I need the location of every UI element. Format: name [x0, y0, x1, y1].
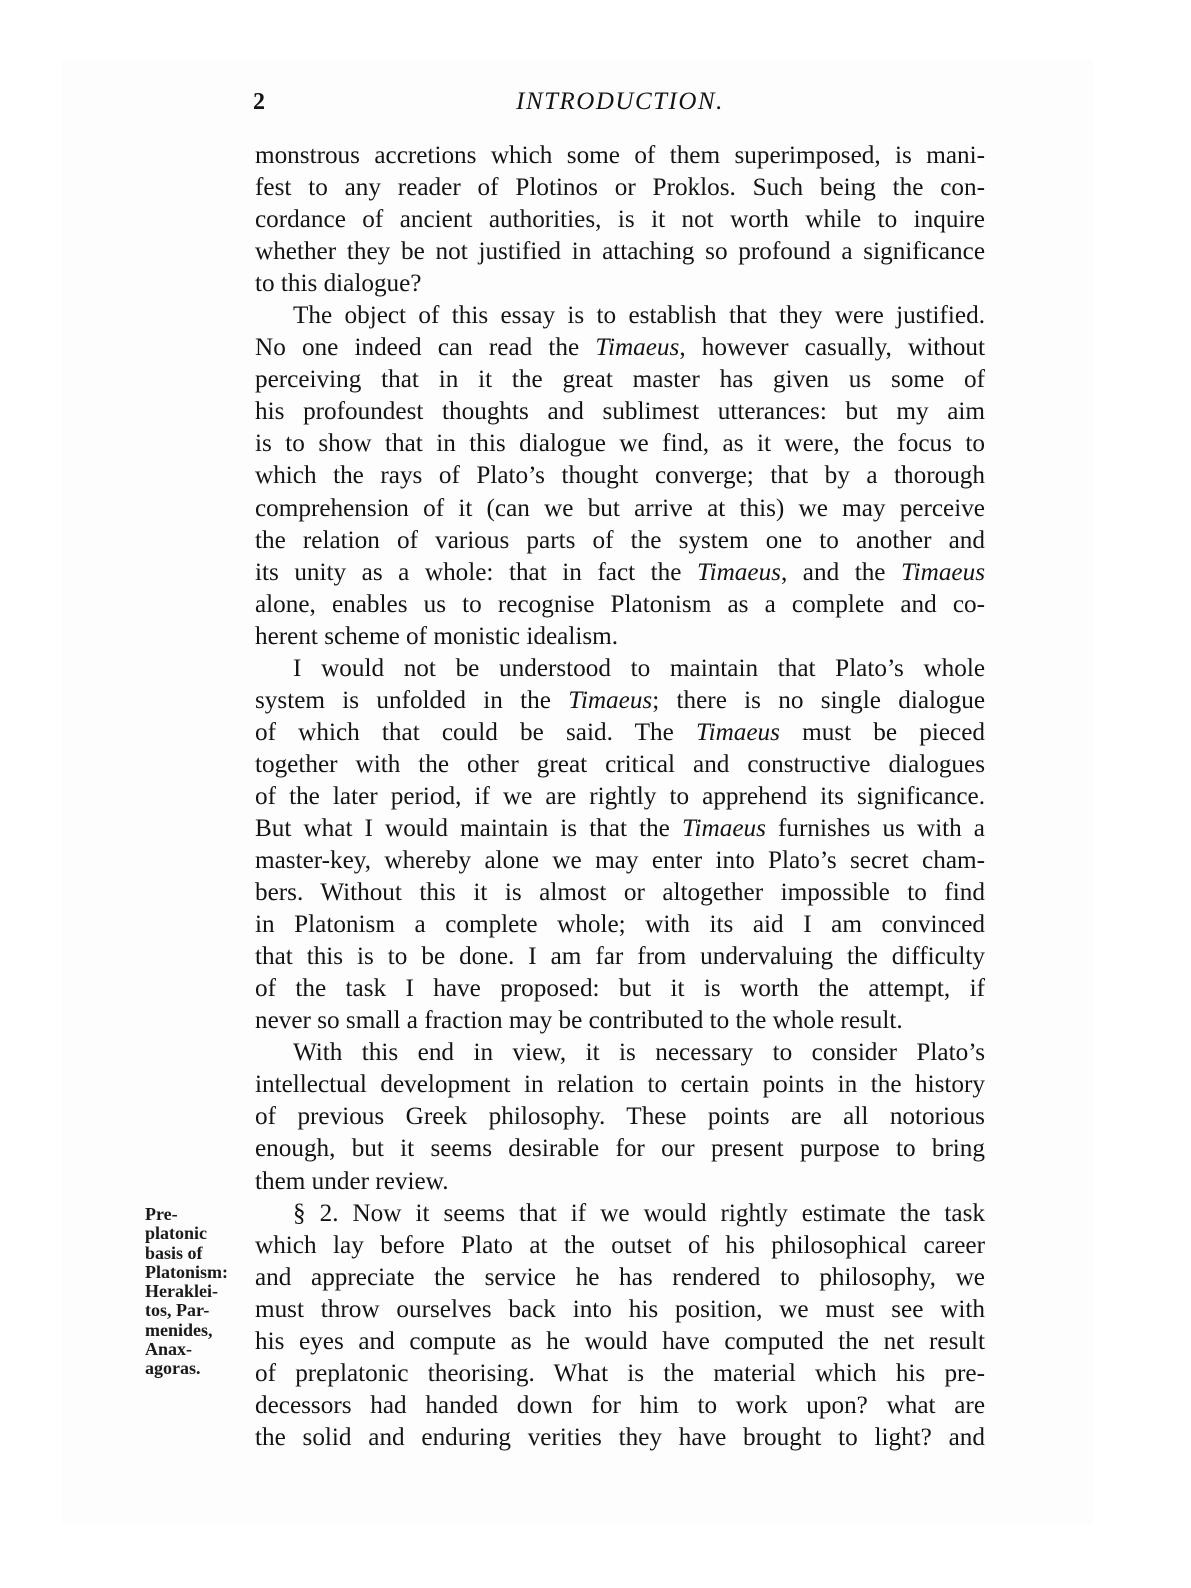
- italic-title: Timaeus: [568, 686, 653, 714]
- text-line: the solid and enduring verities they have brought to light? and: [255, 1423, 985, 1451]
- italic-title: Timaeus: [696, 558, 781, 586]
- text-line: which the rays of Plato’s thought converge; that by a thorough: [255, 462, 985, 490]
- text-line: never so small a fraction may be contributed to the whole result.: [255, 1007, 903, 1035]
- text-line: [255, 685, 985, 717]
- page-number: 2: [253, 89, 265, 115]
- text-run: must be pieced: [779, 718, 985, 746]
- text-line: With this end in view, it is necessary to consider Plato’s: [293, 1039, 985, 1067]
- text-run: ; there is no single dialogue: [652, 686, 985, 714]
- text-line: [255, 332, 985, 364]
- margin-note-line: tos, Par-: [145, 1300, 210, 1321]
- text-line: [255, 557, 985, 589]
- text-line: of preplatonic theorising. What is the material which his pre-: [255, 1359, 985, 1387]
- margin-note-line: Anax-: [145, 1339, 193, 1360]
- text-run: of which that could be said. The: [255, 718, 696, 746]
- text-line: cordance of ancient authorities, is it not worth while to inquire: [255, 206, 985, 234]
- text-run: furnishes us with a: [765, 814, 985, 842]
- text-run: its unity as a whole: that in fact the: [255, 558, 697, 586]
- running-title: INTRODUCTION.: [516, 88, 724, 115]
- italic-title: Timaeus: [901, 558, 985, 586]
- text-run: system is unfolded in the: [255, 686, 569, 714]
- text-line: that this is to be done. I am far from undervaluing the difficulty: [255, 943, 985, 971]
- text-line: [255, 717, 985, 749]
- text-line: comprehension of it (can we but arrive at this) we may perceive: [255, 494, 985, 522]
- italic-title: Timaeus: [695, 718, 780, 746]
- text-line: his profoundest thoughts and sublimest utterances: but my aim: [255, 398, 985, 426]
- text-line: bers. Without this it is almost or altogether impossible to find: [255, 879, 985, 907]
- margin-note-line: menides,: [145, 1319, 213, 1340]
- text-line: alone, enables us to recognise Platonism as a complete and co-: [255, 590, 985, 618]
- text-line: his eyes and compute as he would have computed the net result: [255, 1327, 985, 1355]
- italic-title: Timaeus: [595, 334, 680, 362]
- text-run: But what I would maintain is that the: [255, 814, 682, 842]
- text-line: of the later period, if we are rightly to apprehend its significance.: [255, 782, 985, 810]
- text-line: The object of this essay is to establish that they were justified.: [293, 302, 985, 330]
- text-line: perceiving that in it the great master has given us some of: [255, 366, 985, 394]
- text-line: to this dialogue?: [255, 270, 422, 298]
- body-text: [255, 140, 985, 1454]
- text-line: whether they be not justified in attaching so profound a significance: [255, 238, 985, 266]
- margin-note-line: Heraklei-: [145, 1281, 218, 1302]
- section-start-line: § 2. Now it seems that if we would rightly estimate the task: [293, 1199, 985, 1227]
- margin-note-line: agoras.: [145, 1358, 201, 1379]
- text-line: which lay before Plato at the outset of his philosophical career: [255, 1231, 985, 1259]
- text-line: must throw ourselves back into his position, we must see with: [255, 1295, 985, 1323]
- margin-note-line: Pre-: [145, 1204, 178, 1224]
- margin-note-line: Platonism:: [145, 1261, 228, 1282]
- margin-note-line: basis of: [145, 1242, 203, 1263]
- italic-title: Timaeus: [681, 814, 766, 842]
- text-run: , however casually, without: [679, 334, 985, 362]
- text-line: enough, but it seems desirable for our present purpose to bring: [255, 1135, 985, 1163]
- text-line: fest to any reader of Plotinos or Proklos. Such being the con-: [255, 174, 985, 202]
- text-line: is to show that in this dialogue we find, as it were, the focus to: [255, 430, 985, 458]
- text-line: the relation of various parts of the system one to another and: [255, 526, 985, 554]
- text-line: monstrous accretions which some of them superimposed, is mani-: [255, 142, 985, 169]
- text-run: , and the: [780, 558, 902, 586]
- text-line: and appreciate the service he has rendered to philosophy, we: [255, 1263, 985, 1291]
- text-line: them under review.: [255, 1167, 449, 1195]
- text-line: I would not be understood to maintain that Plato’s whole: [293, 654, 985, 682]
- margin-note-line: platonic: [145, 1223, 208, 1244]
- text-line: together with the other great critical and constructive dialogues: [255, 750, 985, 778]
- text-line: master-key, whereby alone we may enter into Plato’s secret cham-: [255, 847, 985, 875]
- text-run: No one indeed can read the: [255, 334, 596, 362]
- text-line: intellectual development in relation to certain points in the history: [255, 1071, 985, 1099]
- text-line: of previous Greek philosophy. These points are all notorious: [255, 1103, 985, 1131]
- text-line: herent scheme of monistic idealism.: [255, 622, 619, 650]
- text-line: [255, 813, 985, 845]
- text-line: in Platonism a complete whole; with its aid I am convinced: [255, 911, 985, 939]
- text-line: decessors had handed down for him to work upon? what are: [255, 1391, 985, 1419]
- margin-note: [145, 1205, 257, 1379]
- text-line: of the task I have proposed: but it is worth the attempt, if: [255, 975, 985, 1003]
